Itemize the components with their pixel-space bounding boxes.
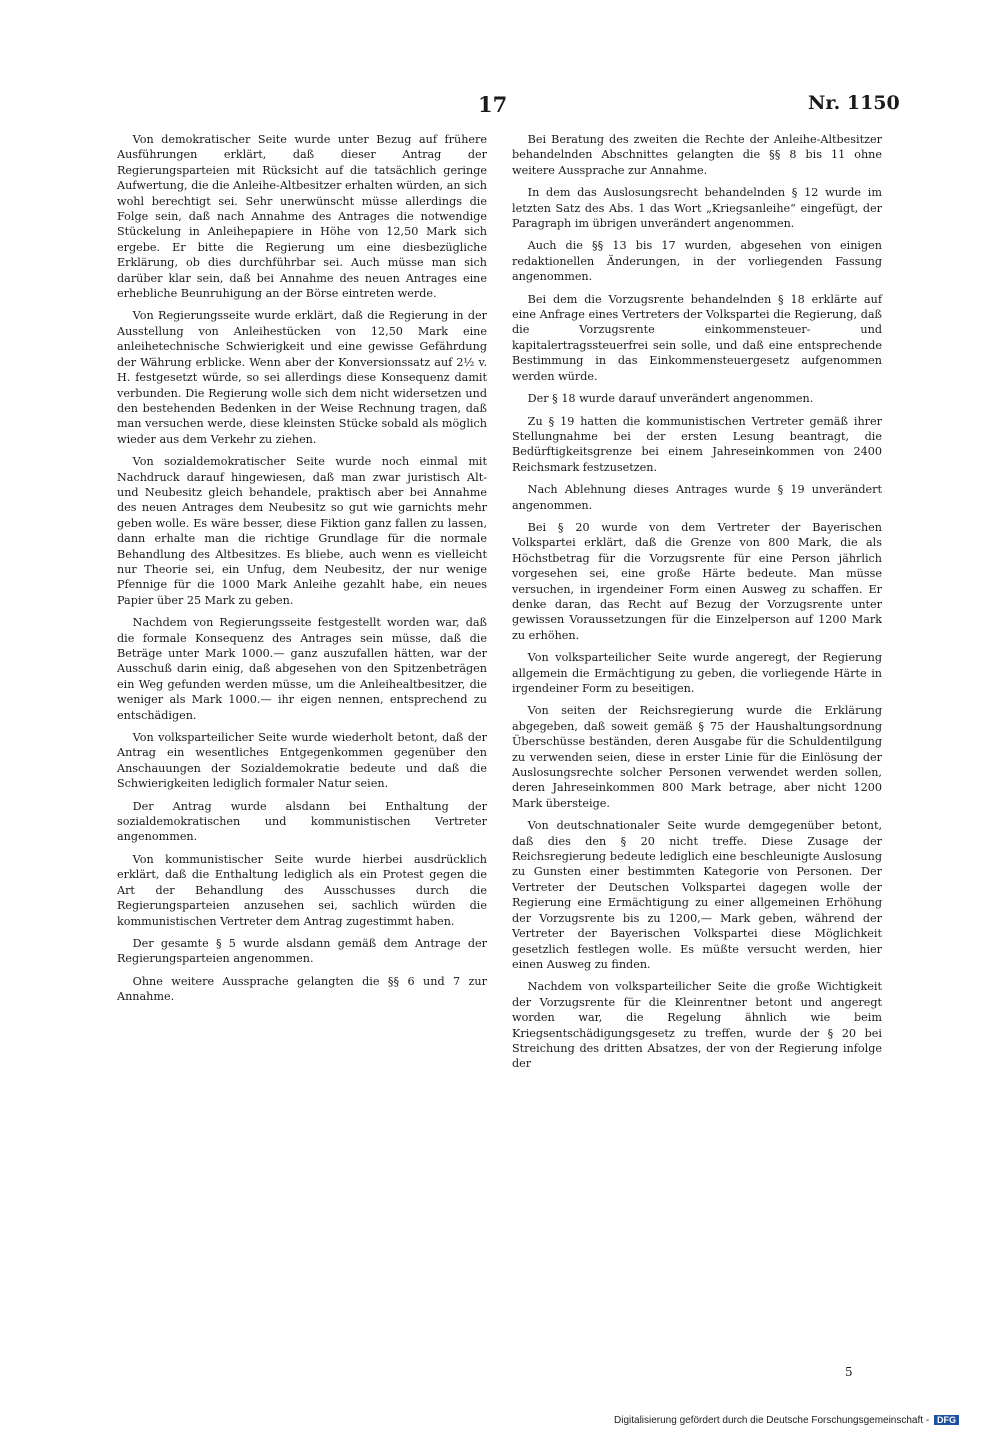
paragraph: Von Regierungsseite wurde erklärt, daß die Regierung in der Ausstellung von Anleihestücken von 12,50 Mark eine anleihetechnische Schwierigkeit und eine gewisse Gefährdung der Währung erblicke. Wenn aber der Konversionssatz auf 2½ v. H. festgesetzt würde, so sei allerdings diese Konsequenz damit verbunden. Die Regierung wolle sich dem nicht widersetzen und den bestehenden Bedenken in der Weise Rechnung tragen, daß man versuchen werde, diese kleinsten Stücke sobald als möglich wieder aus dem Verkehr zu ziehen.: [117, 309, 487, 446]
footer-text: Digitalisierung gefördert durch die Deutsche Forschungsgemeinschaft -: [614, 1415, 930, 1426]
paragraph: Bei § 20 wurde von dem Vertreter der Bayerischen Volkspartei erklärt, daß die Grenze von 800 Mark, die als Höchstbetrag für die Vorzugsrente für eine Person jährlich vorgesehen sei, eine große Härte bedeute. Man müsse versuchen, in irgendeiner Form einen Ausweg zu schaffen. Er denke daran, das Recht auf Bezug der Vorzugsrente unter gewissen Voraussetzungen für die Einzelperson auf 1200 Mark zu erhöhen.: [512, 520, 882, 642]
folio-number: 5: [845, 1365, 853, 1379]
page-number: 17: [478, 92, 508, 117]
paragraph: In dem das Auslosungsrecht behandelnden § 12 wurde im letzten Satz des Abs. 1 das Wort „Kriegsanleihe“ eingefügt, der Paragraph im übrigen unverändert angenommen.: [512, 186, 882, 231]
footer: [614, 1415, 959, 1426]
paragraph: Ohne weitere Aussprache gelangten die §§ 6 und 7 zur Annahme.: [117, 974, 487, 1004]
paragraph: Von volksparteilicher Seite wurde wiederholt betont, daß der Antrag ein wesentliches Entgegenkommen gegenüber den Anschauungen der Sozialdemokratie bedeute und daß die Schwierigkeiten lediglich formaler Natur seien.: [117, 731, 487, 791]
paragraph: Von seiten der Reichsregierung wurde die Erklärung abgegeben, daß soweit gemäß § 75 der Haushaltungsordnung Überschüsse beständen, deren Ausgabe für die Schuldentilgung zu verwenden seien, diese in erster Linie für die Einlösung der Auslosungsrechte solcher Personen verwendet werden sollen, deren Jahreseinkommen 800 Mark betrage, aber nicht 1200 Mark übersteige.: [512, 704, 882, 810]
document-number: Nr. 1150: [808, 92, 900, 114]
paragraph: Von deutschnationaler Seite wurde demgegenüber betont, daß dies den § 20 nicht treffe. Diese Zusage der Reichsregierung bedeute lediglich eine beschleunigte Auslosung zu Gunsten einer bestimmten Kategorie von Personen. Der Vertreter der Deutschen Volkspartei dagegen wolle der Regierung eine Ermächtigung zu einer allgemeinen Erhöhung der Vorzugsrente bis zu 1200,— Mark geben, während der Vertreter der Bayerischen Volkspartei diese Möglichkeit gesetzlich festlegen wolle. Es müßte versucht werden, hier einen Ausweg zu finden.: [512, 819, 882, 971]
paragraph: Nachdem von volksparteilicher Seite die große Wichtigkeit der Vorzugsrente für die Kleinrentner betont und angeregt worden war, die Regelung ähnlich wie beim Kriegsentschädigungsgesetz zu treffen, wurde der § 20 bei Streichung des dritten Absatzes, der von der Regierung infolge der: [512, 980, 882, 1071]
dfg-logo: DFG: [934, 1415, 959, 1425]
paragraph: Nach Ablehnung dieses Antrages wurde § 19 unverändert angenommen.: [512, 483, 882, 512]
left-column: [117, 132, 487, 1012]
paragraph: Auch die §§ 13 bis 17 wurden, abgesehen von einigen redaktionellen Änderungen, in der vorliegenden Fassung angenommen.: [512, 239, 882, 284]
paragraph: Der § 18 wurde darauf unverändert angenommen.: [527, 392, 814, 406]
paragraph: Der gesamte § 5 wurde alsdann gemäß dem Antrage der Regierungsparteien angenommen.: [117, 936, 487, 966]
paragraph: Von kommunistischer Seite wurde hierbei ausdrücklich erklärt, daß die Enthaltung lediglich als ein Protest gegen die Art der Behandlung des Ausschusses durch die Regierungsparteien anzusehen sei, sachlich würden die kommunistischen Vertreter dem Antrag zugestimmt haben.: [117, 852, 487, 928]
paragraph: Bei Beratung des zweiten die Rechte der Anleihe-Altbesitzer behandelnden Abschnittes gelangten die §§ 8 bis 11 ohne weitere Aussprache zur Annahme.: [512, 133, 882, 177]
paragraph: Von sozialdemokratischer Seite wurde noch einmal mit Nachdruck darauf hingewiesen, daß man zwar juristisch Alt- und Neubesitz gleich behandele, praktisch aber bei Annahme des neuen Antrages dem Neubesitz so gut wie garnichts mehr geben wolle. Es wäre besser, diese Fiktion ganz fallen zu lassen, dann erhalte man die richtige Grundlage für die normale Behandlung des Altbesitzes. Es bliebe, auch wenn es vielleicht nur Theorie sei, ein Unfug, dem Neubesitz, der nur wenige Pfennige für die 1000 Mark Anleihe gezahlt habe, ein neues Papier über 25 Mark zu geben.: [117, 455, 487, 607]
paragraph: Nachdem von Regierungsseite festgestellt worden war, daß die formale Konsequenz des Antrages sein müsse, daß die Beträge unter Mark 1000.— ganz auszufallen hätten, war der Ausschuß darin einig, daß abgesehen von den Spitzenbeträgen ein Weg gefunden werden müsse, um die Anleihealtbesitzer, die weniger als Mark 1000.— ihr eigen nennen, entsprechend zu entschädigen.: [117, 616, 487, 722]
paragraph: Der Antrag wurde alsdann bei Enthaltung der sozialdemokratischen und kommunistischen Vertreter angenommen.: [117, 799, 487, 844]
paragraph: Von demokratischer Seite wurde unter Bezug auf frühere Ausführungen erklärt, daß dieser Antrag der Regierungsparteien mit Rücksicht auf die tatsächlich geringe Aufwertung, die die Anleihe-Altbesitzer erhalten würden, an sich wohl berechtigt sei. Sehr unerwünscht müsse allerdings die Folge sein, daß nach Annahme des Antrages die notwendige Stückelung in Anleihepapiere in Höhe von 12,50 Mark sich ergebe. Er bitte die Regierung um eine diesbezügliche Erklärung, ob dies durchführbar sei. Auch müsse man sich darüber klar sein, daß bei Annahme des neuen Antrages eine erhebliche Beunruhigung an der Börse eintreten werde.: [117, 133, 487, 301]
paragraph: Von volksparteilicher Seite wurde angeregt, der Regierung allgemein die Ermächtigung zu geben, die vorliegende Härte in irgendeiner Form zu beseitigen.: [512, 651, 882, 695]
right-column: [512, 132, 882, 1079]
paragraph: Bei dem die Vorzugsrente behandelnden § 18 erklärte auf eine Anfrage eines Vertreters der Volkspartei die Regierung, daß die Vorzugsrente einkommensteuer- und kapitalertragssteuerfrei sein solle, und daß eine entsprechende Bestimmung in das Einkommensteuergesetz aufgenommen werden würde.: [512, 292, 882, 383]
paragraph: Zu § 19 hatten die kommunistischen Vertreter gemäß ihrer Stellungnahme bei der ersten Lesung beantragt, die Bedürftigkeitsgrenze bei einem Jahreseinkommen von 2400 Reichsmark festzusetzen.: [512, 414, 882, 474]
